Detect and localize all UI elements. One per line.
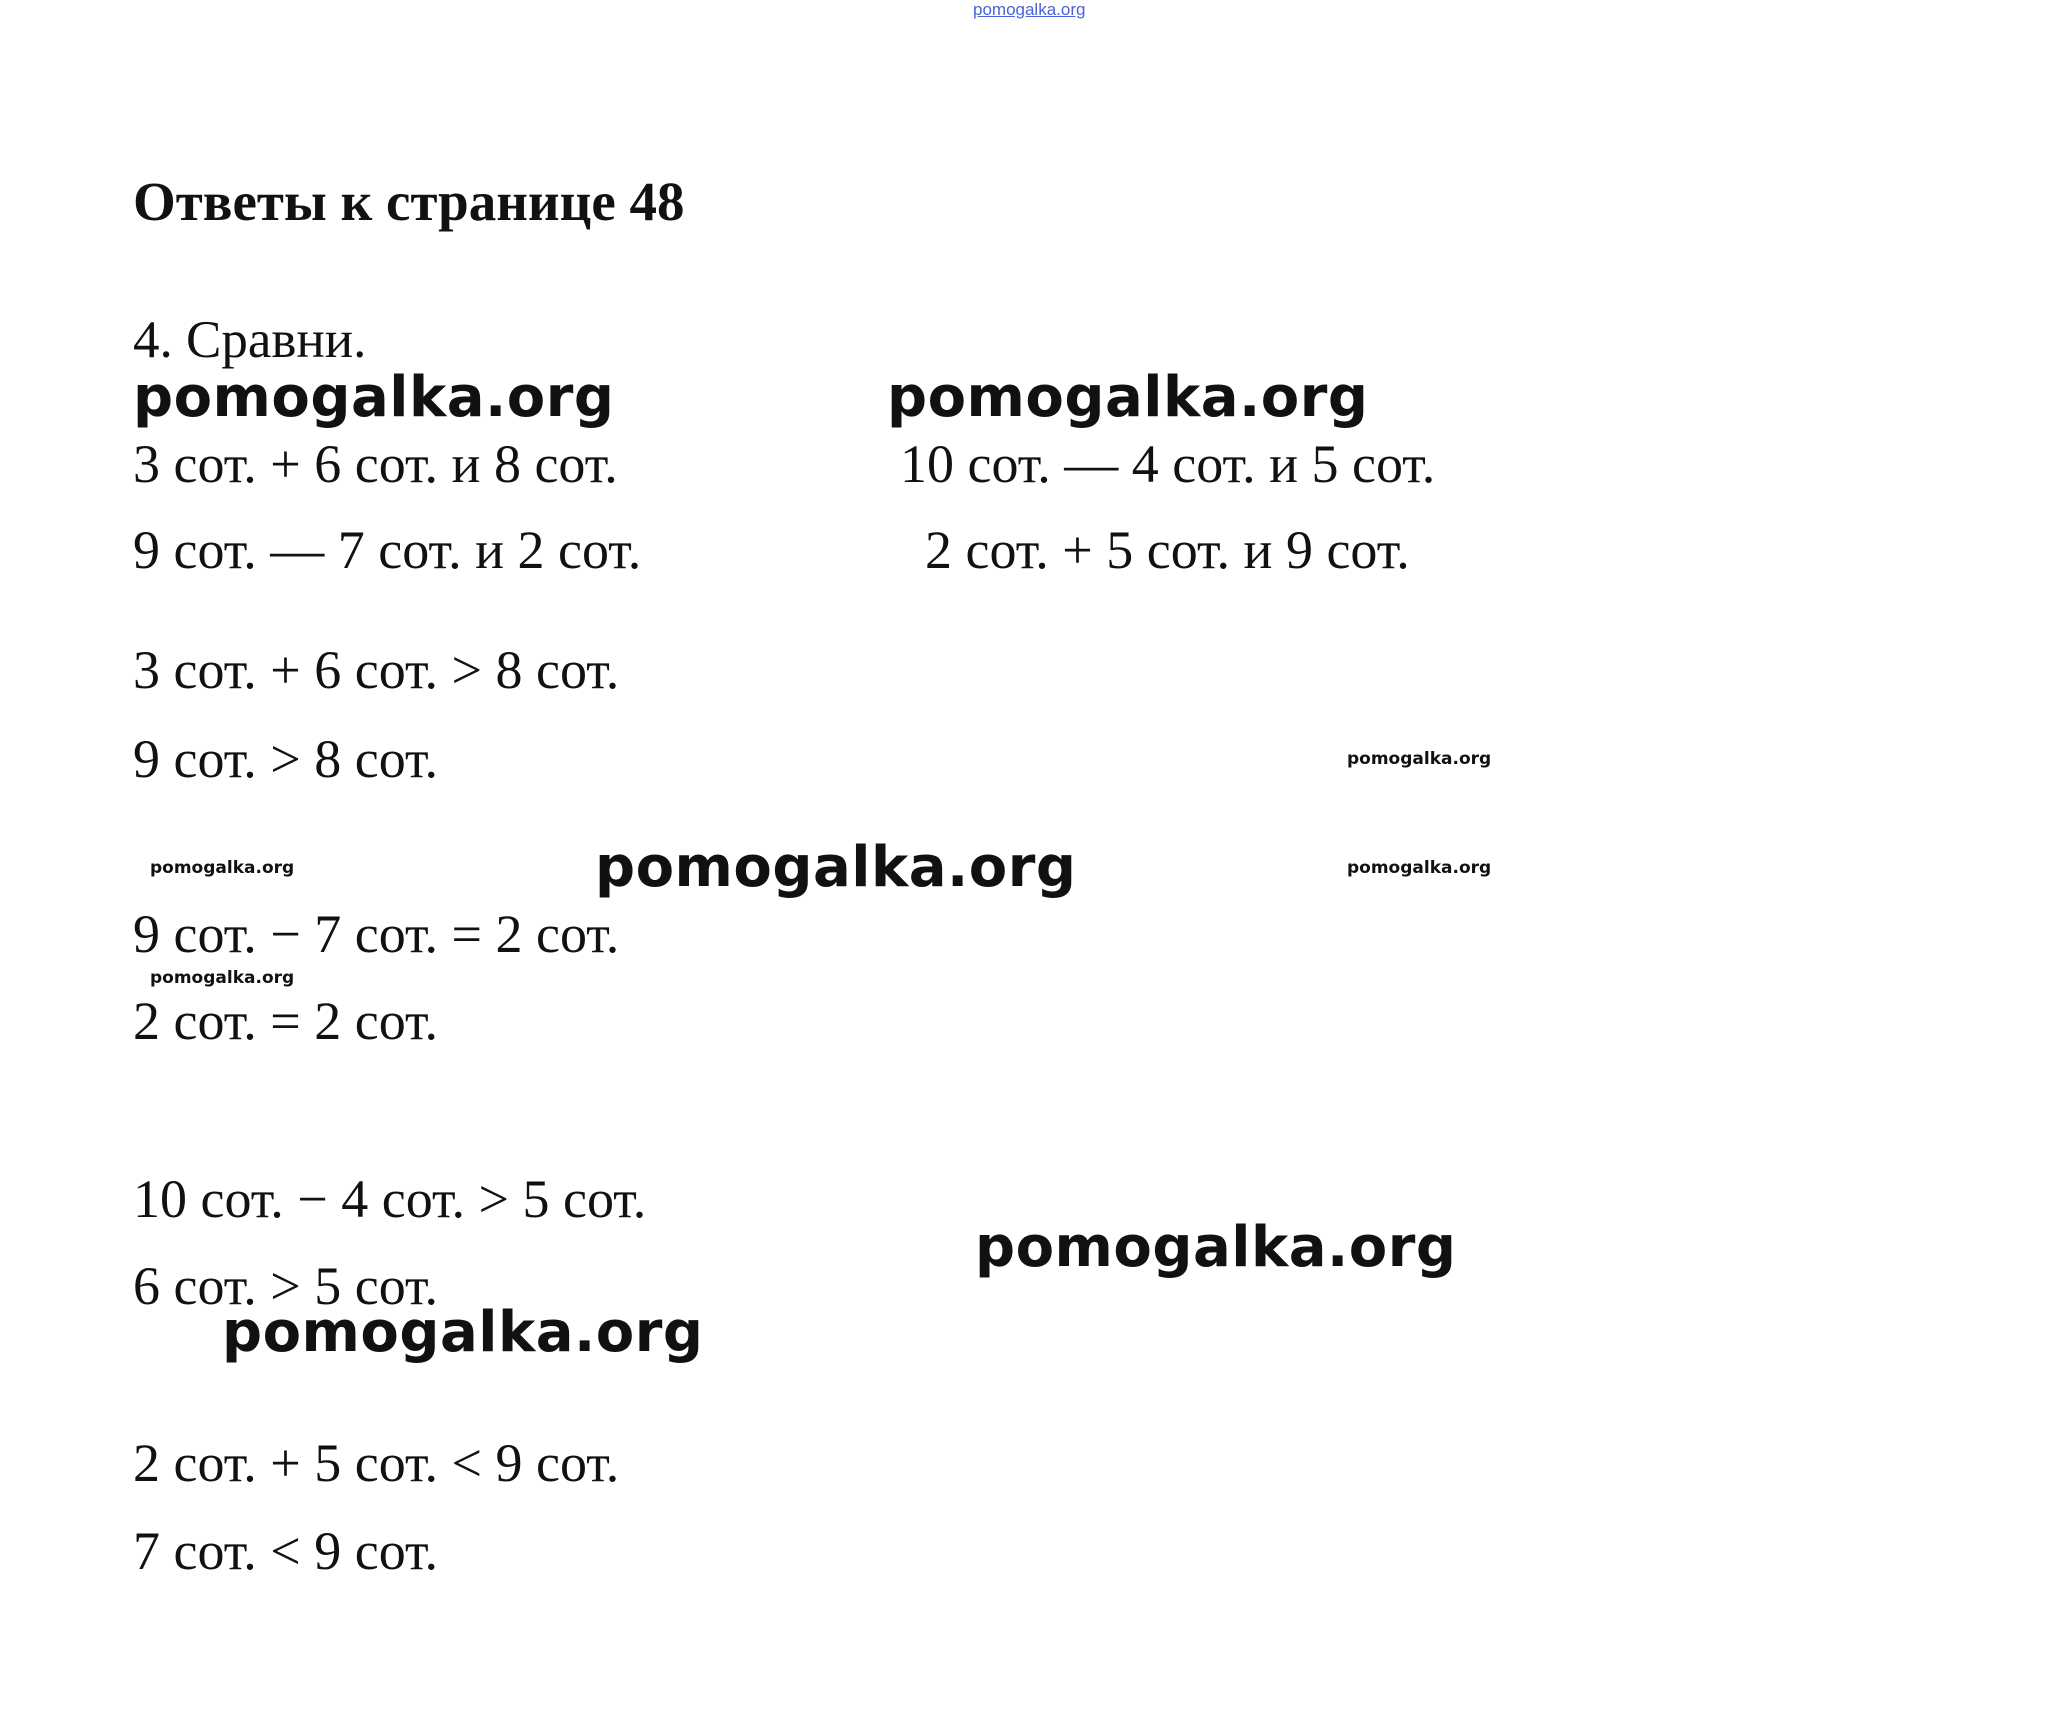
answer-line: 7 сот. < 9 сот. bbox=[133, 1521, 439, 1581]
watermark-logo: pomogalka.org bbox=[595, 835, 1077, 900]
watermark-logo: pomogalka.org bbox=[1347, 749, 1492, 769]
answer-line: 9 сот. > 8 сот. bbox=[133, 729, 439, 789]
watermark-logo: pomogalka.org bbox=[1347, 858, 1492, 878]
problem-expression: 10 сот. — 4 сот. и 5 сот. bbox=[900, 434, 1436, 494]
problem-expression: 2 сот. + 5 сот. и 9 сот. bbox=[925, 520, 1410, 580]
problem-expression: 9 сот. — 7 сот. и 2 сот. bbox=[133, 520, 642, 580]
watermark-logo: pomogalka.org bbox=[975, 1215, 1457, 1280]
answer-line: 10 сот. − 4 сот. > 5 сот. bbox=[133, 1169, 647, 1229]
answer-line: 9 сот. − 7 сот. = 2 сот. bbox=[133, 904, 620, 964]
problem-expression: 3 сот. + 6 сот. и 8 сот. bbox=[133, 434, 618, 494]
answer-line: 2 сот. = 2 сот. bbox=[133, 991, 439, 1051]
site-link[interactable]: pomogalka.org bbox=[973, 0, 1086, 19]
watermark-logo: pomogalka.org bbox=[133, 365, 615, 430]
answer-line: 3 сот. + 6 сот. > 8 сот. bbox=[133, 640, 620, 700]
answer-line: 2 сот. + 5 сот. < 9 сот. bbox=[133, 1433, 620, 1493]
watermark-logo: pomogalka.org bbox=[150, 858, 295, 878]
watermark-logo: pomogalka.org bbox=[150, 968, 295, 988]
page-title: Ответы к странице 48 bbox=[133, 171, 685, 232]
task-heading: 4. Сравни. bbox=[133, 311, 367, 369]
watermark-logo: pomogalka.org bbox=[887, 365, 1369, 430]
watermark-logo: pomogalka.org bbox=[222, 1300, 704, 1365]
answer-line: 6 сот. > 5 сот. bbox=[133, 1256, 439, 1316]
